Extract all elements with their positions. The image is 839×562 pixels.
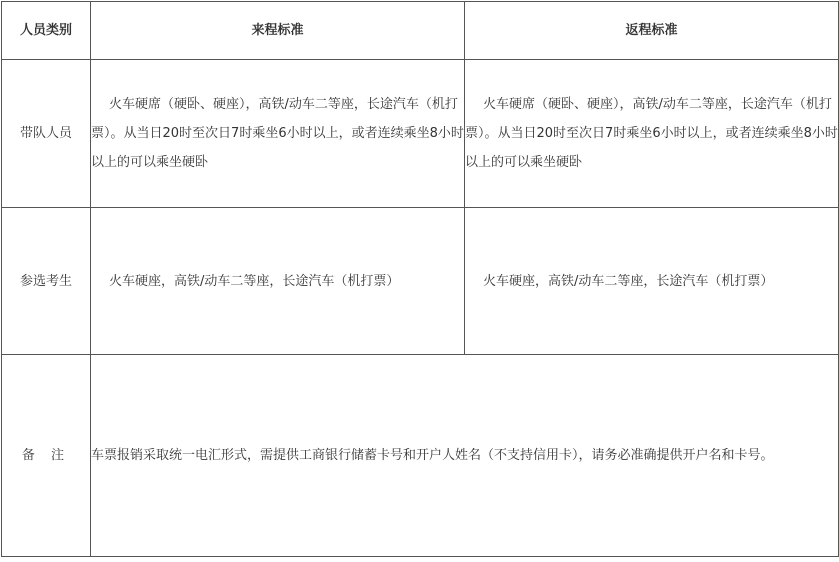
row-category-leader: 带队人员 bbox=[2, 60, 91, 208]
leader-return-standard: 火车硬席（硬卧、硬座），高铁/动车二等座，长途汽车（机打票）。从当日20时至次日7时乘坐6小时以上，或者连续乘坐8小时以上的可以乘坐硬卧 bbox=[465, 60, 839, 208]
table-header-row bbox=[2, 2, 839, 60]
candidate-go-standard: 火车硬座，高铁/动车二等座，长途汽车（机打票） bbox=[91, 208, 465, 355]
header-return-standard: 返程标准 bbox=[465, 2, 839, 60]
remarks-label: 备 注 bbox=[2, 355, 91, 557]
candidate-return-standard: 火车硬座，高铁/动车二等座，长途汽车（机打票） bbox=[465, 208, 839, 355]
table-row bbox=[2, 60, 839, 208]
header-go-standard: 来程标准 bbox=[91, 2, 465, 60]
remarks-text: 车票报销采取统一电汇形式，需提供工商银行储蓄卡号和开户人姓名（不支持信用卡），请务必准确提供开户名和卡号。 bbox=[91, 355, 839, 557]
header-category: 人员类别 bbox=[2, 2, 91, 60]
table-row-remarks bbox=[2, 355, 839, 557]
leader-go-standard: 火车硬席（硬卧、硬座），高铁/动车二等座，长途汽车（机打票）。从当日20时至次日7时乘坐6小时以上，或者连续乘坐8小时以上的可以乘坐硬卧 bbox=[91, 60, 465, 208]
row-category-candidate: 参选考生 bbox=[2, 208, 91, 355]
table-row bbox=[2, 208, 839, 355]
ticket-standards-table bbox=[1, 1, 839, 557]
